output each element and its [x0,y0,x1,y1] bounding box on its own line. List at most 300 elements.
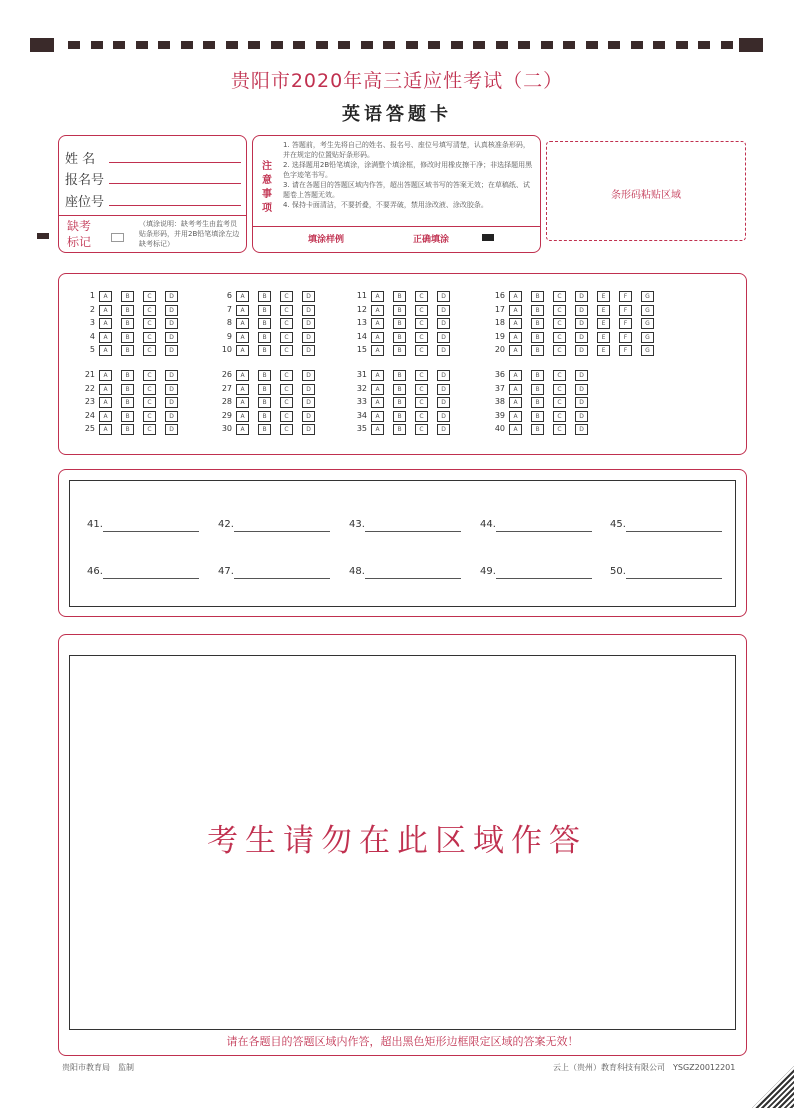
answer-bubble-d[interactable]: D [302,424,315,435]
question-number: 7 [226,304,232,314]
answer-bubble-a[interactable]: A [236,370,249,381]
question-number: 5 [89,345,95,354]
answer-bubble-a[interactable]: A [509,384,522,395]
answer-bubble-a[interactable]: A [99,291,112,302]
answer-bubble-c[interactable]: C [280,411,293,422]
side-timing-mark [37,233,49,239]
timing-mark [496,41,508,49]
student-info-box [58,135,247,253]
answer-bubble-d[interactable]: D [302,332,315,343]
timing-mark [136,41,148,49]
answer-bubble-a[interactable]: A [99,424,112,435]
answer-bubble-a[interactable]: A [509,370,522,381]
timing-mark [676,41,688,49]
answer-bubble-c[interactable]: C [143,411,156,422]
timing-mark [203,41,215,49]
answer-bubble-c[interactable]: C [553,411,566,422]
answer-bubble-b[interactable]: B [121,332,134,343]
answer-bubble-c[interactable]: C [143,291,156,302]
answer-bubble-a[interactable]: A [236,411,249,422]
question-number: 3 [89,318,95,327]
answer-bubble-c[interactable]: C [143,384,156,395]
absent-checkbox[interactable] [111,233,124,242]
answer-bubble-d[interactable]: D [302,397,315,408]
answer-bubble-b[interactable]: B [531,305,544,316]
answer-bubble-c[interactable]: C [553,291,566,302]
timing-mark [338,41,350,49]
question-number: 18 [494,318,505,327]
answer-bubble-a[interactable]: A [99,397,112,408]
answer-bubble-d[interactable]: D [437,345,450,356]
answer-bubble-d[interactable]: D [165,318,178,329]
answer-bubble-d[interactable]: D [437,411,450,422]
fill-blank-number: 48. [349,566,365,577]
answer-bubble-c[interactable]: C [280,397,293,408]
answer-bubble-a[interactable]: A [371,384,384,395]
answer-bubble-b[interactable]: B [393,370,406,381]
answer-bubble-d[interactable]: D [302,384,315,395]
mc-section [58,273,747,455]
answer-bubble-d[interactable]: D [437,305,450,316]
answer-bubble-a[interactable]: A [236,345,249,356]
timing-mark [721,41,733,49]
answer-bubble-c[interactable]: C [415,305,428,316]
answer-bubble-d[interactable]: D [165,370,178,381]
answer-bubble-c[interactable]: C [415,384,428,395]
question-number: 14 [356,331,367,341]
timing-mark [383,41,395,49]
answer-bubble-d[interactable]: D [165,332,178,343]
name-field[interactable] [109,162,241,163]
answer-bubble-b[interactable]: B [531,384,544,395]
answer-bubble-c[interactable]: C [143,345,156,356]
question-number: 2 [89,304,95,314]
question-number: 23 [84,397,95,406]
answer-bubble-b[interactable]: B [121,370,134,381]
fill-blank-line[interactable] [365,531,461,532]
timing-mark [113,41,125,49]
fill-blank-line[interactable] [496,531,592,532]
answer-bubble-d[interactable]: D [165,397,178,408]
answer-bubble-b[interactable]: B [393,411,406,422]
answer-bubble-e[interactable]: E [597,345,610,356]
answer-bubble-c[interactable]: C [143,305,156,316]
answer-bubble-b[interactable]: B [121,345,134,356]
timing-mark [316,41,328,49]
answer-bubble-c[interactable]: C [143,370,156,381]
answer-bubble-d[interactable]: D [437,332,450,343]
answer-bubble-d[interactable]: D [437,397,450,408]
question-number: 39 [494,410,505,420]
question-number: 9 [226,331,232,341]
answer-bubble-a[interactable]: A [371,305,384,316]
answer-bubble-d[interactable]: D [575,291,588,302]
seat-no-label: 座位号 [65,195,105,210]
answer-bubble-a[interactable]: A [99,370,112,381]
answer-bubble-a[interactable]: A [509,345,522,356]
timing-mark-big [30,38,54,52]
question-number: 4 [89,331,95,341]
answer-bubble-b[interactable]: B [393,291,406,302]
timing-mark-big [739,38,763,52]
answer-bubble-a[interactable]: A [509,318,522,329]
answer-bubble-d[interactable]: D [165,411,178,422]
timing-mark [451,41,463,49]
answer-bubble-a[interactable]: A [371,411,384,422]
answer-bubble-c[interactable]: C [143,332,156,343]
fill-blank-item [610,566,626,577]
no-answer-zone-text: 考生请勿在此区域作答 [207,823,587,859]
answer-bubble-c[interactable]: C [415,424,428,435]
sample-label: 填涂样例 [308,235,345,245]
notes-box [252,135,541,253]
answer-bubble-d[interactable]: D [437,291,450,302]
answer-bubble-b[interactable]: B [531,291,544,302]
timing-mark [428,41,440,49]
answer-bubble-d[interactable]: D [302,370,315,381]
answer-bubble-a[interactable]: A [509,332,522,343]
question-number: 11 [356,291,367,300]
answer-bubble-d[interactable]: D [165,305,178,316]
timing-mark [563,41,575,49]
fill-blank-number: 42. [218,519,234,530]
answer-bubble-b[interactable]: B [121,318,134,329]
answer-bubble-c[interactable]: C [280,332,293,343]
answer-bubble-d[interactable]: D [302,411,315,422]
answer-bubble-a[interactable]: A [236,397,249,408]
answer-bubble-d[interactable]: D [302,305,315,316]
answer-bubble-c[interactable]: C [415,291,428,302]
answer-bubble-a[interactable]: A [236,305,249,316]
answer-bubble-b[interactable]: B [393,424,406,435]
fill-blank-line[interactable] [234,578,330,579]
notes-list [283,140,535,210]
question-number: 34 [356,410,367,420]
answer-bubble-d[interactable]: D [165,384,178,395]
question-number: 24 [84,410,95,420]
fill-blank-line[interactable] [365,578,461,579]
answer-bubble-c[interactable]: C [553,305,566,316]
question-number: 15 [356,345,367,354]
answer-bubble-c[interactable]: C [280,318,293,329]
answer-bubble-a[interactable]: A [509,291,522,302]
answer-bubble-a[interactable]: A [371,332,384,343]
answer-bubble-c[interactable]: C [415,318,428,329]
fill-blank-item [349,566,365,577]
question-number: 38 [494,397,505,406]
answer-bubble-a[interactable]: A [371,397,384,408]
timing-mark [541,41,553,49]
answer-bubble-c[interactable]: C [280,384,293,395]
answer-bubble-e[interactable]: E [597,318,610,329]
fill-blank-line[interactable] [103,531,199,532]
answer-bubble-e[interactable]: E [597,291,610,302]
fill-blank-line[interactable] [626,578,722,579]
question-number: 10 [221,345,232,354]
answer-bubble-g[interactable]: G [641,345,654,356]
answer-bubble-d[interactable]: D [437,384,450,395]
answer-bubble-a[interactable]: A [371,318,384,329]
info-divider [59,215,246,216]
fill-blank-number: 46. [87,566,103,577]
timing-mark [271,41,283,49]
answer-bubble-d[interactable]: D [575,332,588,343]
answer-bubble-d[interactable]: D [302,318,315,329]
answer-bubble-c[interactable]: C [415,345,428,356]
answer-bubble-a[interactable]: A [509,411,522,422]
answer-bubble-a[interactable]: A [236,332,249,343]
exam-no-field[interactable] [109,183,241,184]
answer-bubble-d[interactable]: D [575,370,588,381]
answer-bubble-c[interactable]: C [553,424,566,435]
answer-bubble-d[interactable]: D [575,384,588,395]
answer-bubble-a[interactable]: A [99,345,112,356]
answer-bubble-d[interactable]: D [302,291,315,302]
answer-bubble-c[interactable]: C [280,291,293,302]
fill-blank-item [610,519,626,530]
answer-bubble-b[interactable]: B [121,411,134,422]
footer-left: 贵阳市教育局 监制 [62,1063,134,1072]
answer-bubble-b[interactable]: B [393,345,406,356]
fill-blank-line[interactable] [103,578,199,579]
answer-bubble-a[interactable]: A [99,332,112,343]
answer-bubble-b[interactable]: B [531,332,544,343]
answer-bubble-b[interactable]: B [121,305,134,316]
answer-bubble-b[interactable]: B [393,332,406,343]
question-number: 17 [494,304,505,314]
answer-bubble-d[interactable]: D [302,345,315,356]
answer-bubble-b[interactable]: B [531,370,544,381]
note-item: 3. 请在各题目的答题区域内作答，超出答题区域书写的答案无效；在草稿纸、试题卷上答题无效。 [283,181,530,199]
timing-mark [698,41,710,49]
answer-bubble-d[interactable]: D [437,318,450,329]
fill-blank-item [87,519,103,530]
answer-bubble-b[interactable]: B [258,291,271,302]
fill-blank-item [218,566,234,577]
question-number: 40 [494,424,505,433]
answer-bubble-d[interactable]: D [575,318,588,329]
timing-mark [518,41,530,49]
answer-bubble-b[interactable]: B [258,345,271,356]
answer-bubble-g[interactable]: G [641,318,654,329]
card-subtitle: 英语答题卡 [342,104,452,125]
question-number: 33 [356,397,367,406]
answer-bubble-a[interactable]: A [371,370,384,381]
answer-bubble-d[interactable]: D [165,424,178,435]
timing-mark [248,41,260,49]
fill-section [58,469,747,617]
question-number: 21 [84,370,95,379]
timing-marks [30,38,765,52]
answer-bubble-d[interactable]: D [575,424,588,435]
answer-bubble-f[interactable]: F [619,318,632,329]
question-number: 28 [221,397,232,406]
answer-bubble-b[interactable]: B [258,370,271,381]
answer-bubble-c[interactable]: C [553,332,566,343]
barcode-area [546,141,746,241]
question-number: 32 [356,383,367,393]
answer-bubble-a[interactable]: A [371,291,384,302]
question-number: 22 [84,383,95,393]
answer-bubble-b[interactable]: B [121,397,134,408]
answer-bubble-a[interactable]: A [236,424,249,435]
answer-bubble-d[interactable]: D [437,370,450,381]
timing-mark [406,41,418,49]
answer-bubble-b[interactable]: B [258,411,271,422]
answer-bubble-a[interactable]: A [371,345,384,356]
question-number: 20 [494,345,505,354]
seat-no-field[interactable] [109,205,241,206]
answer-bubble-c[interactable]: C [280,370,293,381]
question-number: 8 [226,318,232,327]
answer-bubble-b[interactable]: B [393,384,406,395]
answer-bubble-b[interactable]: B [258,305,271,316]
answer-bubble-a[interactable]: A [99,411,112,422]
answer-bubble-a[interactable]: A [99,318,112,329]
answer-bubble-c[interactable]: C [143,318,156,329]
answer-bubble-b[interactable]: B [393,318,406,329]
absent-label-2: 标记 [67,235,92,249]
answer-bubble-a[interactable]: A [99,305,112,316]
answer-bubble-a[interactable]: A [99,384,112,395]
answer-bubble-c[interactable]: C [280,305,293,316]
answer-bubble-a[interactable]: A [509,305,522,316]
answer-bubble-b[interactable]: B [121,291,134,302]
fill-blank-item [87,566,103,577]
question-number: 36 [494,370,505,379]
question-number: 13 [356,318,367,327]
answer-bubble-c[interactable]: C [415,370,428,381]
answer-bubble-c[interactable]: C [553,318,566,329]
question-number: 26 [221,370,232,379]
notes-heading: 注 意 事 项 [262,161,272,214]
correct-fill-sample [482,234,494,241]
question-number: 31 [356,370,367,379]
answer-bubble-a[interactable]: A [236,318,249,329]
answer-bubble-g[interactable]: G [641,305,654,316]
question-number: 37 [494,383,505,393]
fill-blank-number: 47. [218,566,234,577]
answer-bubble-c[interactable]: C [415,332,428,343]
answer-bubble-c[interactable]: C [280,345,293,356]
bottom-warning: 请在各题目的答题区域内作答，超出黑色矩形边框限定区域的答案无效！ [226,1035,579,1048]
fill-blank-number: 43. [349,519,365,530]
question-number: 27 [221,383,232,393]
timing-mark [586,41,598,49]
answer-bubble-d[interactable]: D [165,345,178,356]
answer-bubble-f[interactable]: F [619,345,632,356]
answer-bubble-f[interactable]: F [619,332,632,343]
answer-bubble-g[interactable]: G [641,291,654,302]
answer-bubble-b[interactable]: B [258,384,271,395]
fill-blank-item [218,519,234,530]
answer-bubble-d[interactable]: D [575,345,588,356]
timing-mark [653,41,665,49]
question-number: 30 [221,424,232,433]
fill-blank-item [480,566,496,577]
question-number: 29 [221,410,232,420]
answer-bubble-b[interactable]: B [531,411,544,422]
fill-blank-line[interactable] [496,578,592,579]
footer-right: 云上（贵州）教育科技有限公司 YSGZ20012201 [553,1063,736,1072]
answer-bubble-c[interactable]: C [280,424,293,435]
answer-bubble-c[interactable]: C [143,397,156,408]
answer-bubble-b[interactable]: B [531,318,544,329]
answer-bubble-d[interactable]: D [575,397,588,408]
answer-bubble-c[interactable]: C [415,411,428,422]
timing-mark [91,41,103,49]
answer-bubble-b[interactable]: B [258,397,271,408]
note-item: 4. 保持卡面清洁，不要折叠，不要弄破，禁用涂改液、涂改胶条。 [283,201,488,209]
timing-mark [608,41,620,49]
answer-bubble-a[interactable]: A [509,397,522,408]
absent-note: （填涂说明：缺考考生由监考员贴条形码，并用2B铅笔填涂左边缺考标记） [139,220,240,248]
question-number: 19 [494,331,505,341]
fill-blank-number: 45. [610,519,626,530]
answer-bubble-d[interactable]: D [165,291,178,302]
fill-blank-line[interactable] [234,531,330,532]
answer-bubble-a[interactable]: A [236,384,249,395]
answer-bubble-c[interactable]: C [553,370,566,381]
answer-bubble-c[interactable]: C [553,384,566,395]
answer-bubble-b[interactable]: B [531,397,544,408]
notes-divider [253,226,540,227]
answer-bubble-b[interactable]: B [258,332,271,343]
answer-bubble-c[interactable]: C [553,345,566,356]
answer-bubble-f[interactable]: F [619,291,632,302]
answer-bubble-b[interactable]: B [393,305,406,316]
fill-frame [69,480,736,607]
correct-label: 正确填涂 [413,235,450,245]
fill-blank-number: 41. [87,519,103,530]
fill-blank-number: 49. [480,566,496,577]
answer-bubble-g[interactable]: G [641,332,654,343]
answer-bubble-b[interactable]: B [121,424,134,435]
answer-bubble-b[interactable]: B [258,424,271,435]
answer-bubble-d[interactable]: D [437,424,450,435]
answer-bubble-b[interactable]: B [531,345,544,356]
timing-mark [68,41,80,49]
answer-bubble-b[interactable]: B [393,397,406,408]
answer-bubble-a[interactable]: A [236,291,249,302]
answer-bubble-a[interactable]: A [509,424,522,435]
answer-bubble-b[interactable]: B [121,384,134,395]
timing-mark [181,41,193,49]
fill-blank-line[interactable] [626,531,722,532]
absent-label-1: 缺考 [67,219,92,233]
answer-bubble-d[interactable]: D [575,411,588,422]
corner-hatch [752,1066,794,1108]
answer-bubble-c[interactable]: C [143,424,156,435]
answer-bubble-e[interactable]: E [597,305,610,316]
note-item: 2. 选择题用2B铅笔填涂，涂满整个填涂框，修改时用橡皮擦干净；非选择题用黑色字迹笔书写。 [283,161,533,179]
answer-bubble-f[interactable]: F [619,305,632,316]
question-number: 16 [494,291,505,300]
timing-mark [631,41,643,49]
question-number: 6 [226,291,232,300]
answer-bubble-c[interactable]: C [553,397,566,408]
name-label: 姓 名 [65,152,96,167]
answer-bubble-b[interactable]: B [258,318,271,329]
answer-bubble-e[interactable]: E [597,332,610,343]
barcode-label: 条形码粘贴区域 [611,190,681,201]
answer-bubble-a[interactable]: A [371,424,384,435]
answer-bubble-b[interactable]: B [531,424,544,435]
answer-bubble-d[interactable]: D [575,305,588,316]
exam-no-label: 报名号 [65,173,105,188]
answer-bubble-c[interactable]: C [415,397,428,408]
exam-title: 贵阳市2020年高三适应性考试（二） [230,70,564,92]
